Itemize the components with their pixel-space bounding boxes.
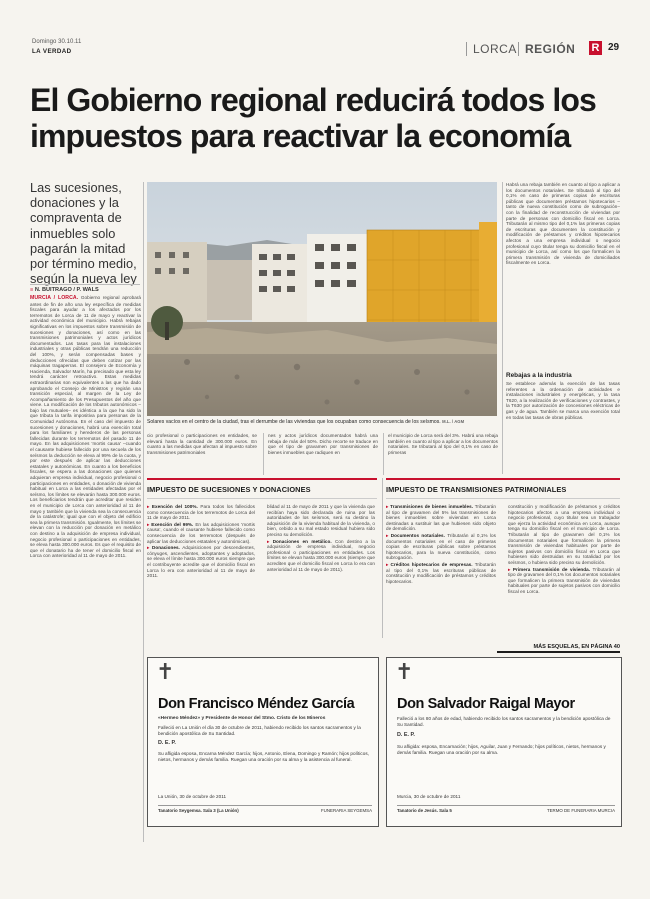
obituary-died: Falleció a los 80 años de edad, habiendo recibido los santos sacramentos y la bendición apostólica de Su Santidad.: [397, 716, 611, 727]
item-label: Donaciones.: [152, 545, 180, 551]
deck: Las sucesiones, donaciones y la compraventa de inmuebles solo pagarán la mitad por término medio, según la nueva ley: [30, 180, 137, 287]
column-divider: [383, 433, 384, 475]
item-label: Exención del 100%.: [151, 504, 198, 509]
item-label: Primera transmisión de vivienda.: [512, 566, 591, 572]
obituary-died: Falleció en La Unión el día 30 de octubre de 2011, habiendo recibido los santos sacramentos y la bendición apostólica de Su Santidad.: [158, 725, 361, 736]
obituary-card: [147, 657, 379, 827]
section-logo-letter: R: [591, 42, 600, 54]
box-transmisiones: [386, 478, 620, 640]
byline: ≡ N. BUITRAGO / P. WALS: [30, 284, 140, 293]
obituary-name: Don Francisco Méndez García: [158, 696, 355, 712]
section-region: REGIÓN: [518, 42, 575, 56]
photo-lorca-buildings: [147, 182, 497, 416]
item-text: Tributarán al tipo de gravamen del 0,1% los documentos notariales que formalicen la primera transmisión de viviendas habituales por parte de sujetos pasivos con domicilio fiscal en Lorca.: [508, 566, 620, 594]
box-transmisiones-item: ▸ Primera transmisión de vivienda. Tributarán al tipo de gravamen del 0,1% los documentos notariales que formalicen la primera transmisión de viviendas habituales por parte de sujetos pasivos con domicilio fiscal en Lorca.: [508, 566, 620, 594]
dateline: MURCIA / LORCA.: [30, 295, 79, 301]
article-photo: [147, 182, 497, 416]
article-column-1: [30, 295, 141, 840]
item-text: Con destino a la adquisición de empresa individual, negocio profesional o participaciones en entidades. Los límites se elevan hasta 300.000 euros (siempre que acrediten que el domicilio fiscal en Lorca lo era con anterioridad al 11 de mayo de 2011).: [267, 538, 375, 572]
item-label: Documentos notariales.: [390, 532, 445, 538]
section-logo: [589, 41, 602, 55]
article-column-2a: cio profesional o participaciones en entidades, se elevará hasta la cantidad de 300.000 euros. En cuanto a las medidas que afectan al impuesto sobre transmisiones patrimoniales: [147, 433, 257, 455]
box-sucesiones-title: IMPUESTO DE SUCESIONES Y DONACIONES: [147, 485, 377, 499]
cross-icon: ✝: [395, 660, 414, 685]
issue-date: Domingo 30.10.11: [32, 39, 82, 45]
box-transmisiones-item: ▸ Transmisiones de bienes inmuebles. Tributarán al tipo de gravamen del 5% las transmisiones de bienes inmuebles sobre viviendas en Lorca destinadas a sustituir las que hubiesen sido objeto de demolición.: [386, 504, 496, 532]
column-divider: [382, 478, 383, 638]
box-sucesiones-extra: blidad al 11 de mayo de 2011 y que la vivienda que recibían haya sido declarada de ruina por las autoridades de los seísmos, será su destino la adquisición de la vivienda habitual de la vivienda, o bien, cebido a su mal estado residual hubiera sido preciso su demolición.: [267, 504, 375, 537]
cross-icon: ✝: [156, 660, 175, 685]
box-sucesiones-col-a: [147, 504, 255, 639]
newspaper-name: LA VERDAD: [32, 48, 72, 55]
article-column-3-rebajas: Se establece además la exención de las tasas referentes a la ordenación de actividades e instalaciones industriales y energéticas, y la tasa T620, a la realización de verificaciones y contrastes, y la T630 por autorización de concesiones eléctricas de gas y de agua. También se marca una exención total en todas las tasas de obras públicas.: [506, 381, 620, 420]
obituary-funeral-home: Tanatorio de Jesús. Sala 5: [397, 808, 452, 813]
item-text: Tributarán al tipo de gravamen del 5% las transmisiones de bienes inmuebles sobre viviendas en Lorca destinadas a sustituir las que hubiesen sido objeto de demolición.: [386, 504, 496, 532]
more-obituaries-link[interactable]: [497, 644, 620, 653]
obituary-name: Don Salvador Raigal Mayor: [397, 696, 575, 712]
box-transmisiones-col-b: [508, 504, 620, 639]
box-sucesiones-item: ▸ Exención del 99%. En las adquisiciones 'mortis causa', cuando el causante hubiese fallecido como consecuencia de los terremotos (después de aplicar las deducciones estatales y autonómicas).: [147, 521, 255, 544]
obituary-funeral-home: Tanatorio Seygemsa. Sala 3 (La Unión): [158, 808, 239, 813]
article-column-2c: el municipio de Lorca será del 3%. Habrá una rebaja también en cuanto al tipo a aplicar a los documentos notariales. Se tributará al tipo del 0,1% en caso de primeras: [388, 433, 498, 455]
box-transmisiones-extra: constitución y modificación de préstamos y créditos hipotecarios afectos a una empresa individual o negocio profesional, cuyo titular sea un trabajador que ejerza la actividad económica en Lorca, aunque tenga su domicilio fiscal en el municipio de Lorca. Tributarán al tipo de gravamen del 0,1% los documentos notariales que formalicen la primera transmisión de viviendas habituales por parte de sujetos pasivos con domicilio fiscal en Lorca que hubiesen sido destruidas en su totalidad por los seísmos, o hubiera sido preciso su demolición.: [508, 504, 620, 565]
box-sucesiones: [147, 478, 377, 640]
column-divider: [263, 433, 264, 475]
obituary-footer: [397, 805, 615, 813]
column-divider: [143, 182, 144, 842]
obituary-family: Su afligida: esposa, Encarnación; hijos, Aguilar, Juan y Fernando; hijos políticos, nietos, hermanos y demás familia. Ruegan una oración por su alma.: [397, 744, 606, 755]
byline-authors: N. BUITRAGO / P. WALS: [34, 287, 99, 293]
box-transmisiones-item: ▸ Créditos hipotecarios de empresas. Tributarán al tipo del 0,1% las escrituras públicas de constitución y modificación de préstamos y créditos hipotecarios.: [386, 561, 496, 584]
item-label: Exención del 99%.: [151, 521, 194, 527]
box-sucesiones-col-b: [267, 504, 375, 639]
subhead-industry: Rebajas a la industria: [506, 372, 572, 379]
item-label: Créditos hipotecarios de empresas.: [390, 561, 473, 567]
item-text: Tributarán al tipo del 0,1% las escrituras públicas de constitución y modificación de préstamos y créditos hipotecarios.: [386, 561, 496, 584]
item-text: Tributarán al 0,1% los documentos notariales en el caso de primeras copias de escrituras públicas sobre préstamos hipotecarios, para la nueva constitución, como subrogación.: [386, 532, 496, 561]
photo-caption-text: Solares vacíos en el centro de la ciudad, tras el derrumbe de las viviendas que los ocupaban como consecuencia de los seísmos.: [147, 419, 441, 425]
obituary-card: [386, 657, 622, 827]
article-column-1-text: Gobierno regional aprobará antes de fin de año una ley específica de medidas fiscales para ayudar a los afectados por los terremotos de Lorca de 11 de mayo y reactivar la actividad económica del municipio. Habrá rebajas significativas en los impuestos sobre transmisión de sucesiones y donaciones, así como en las transmisiones patrimoniales y actos jurídicos documentados. Las tasas para las instalaciones industriales y otras públicas tendrán una reducción del 100%, y serán compensadas bases y deducciones ofrecidas que deben cotizar por las máquinas tragaperras. El consejero de Economía y Hacienda, Salvador Marín, ha precisado que esta ley tendrá carácter retroactivo. Estas medidas extraordinarias son equivalentes a las que ha dado aprobando el Consejo de Ministros y regirán una transición especial, al margen de la Ley de Acompañamiento de los Presupuestos del año que viene. La modificación de los tributos autonómicos –bajo las mutuales– es idéntica a la que ha sido la que tributa la tarifa impositiva para personas de la Comunidad Autónoma. En el caso del impuesto de sucesiones y donaciones, habrá una exención total para los familiares y herederos de las personas fallecidas durante los terremotos del pasado 11 de mayo. En las adquisiciones 'mortis causa' –cuando el causante hubiese fallecido por una secuela de los seísmos la deducción se eleva al 99% de la cuota, y por este después de aplicar las deducciones estatales y autonómicas. En cuanto a los beneficios fiscales, se espera a las donaciones que quienes adquieran empresa individual, negocio profesional o participaciones en entidades, o donación de vivienda habitual en Lorca a las entidades afectadas por el seísmo, los límites se elevarán hasta 300.000 euros. Los beneficiarios tendrán que acreditar que residen en el municipio de Lorca con anterioridad al 11 de mayo y también que la vivienda sea la consecuencia de la catástrofe; igual que con el objeto del edificio sea la primera transmisión. Igualmente, los límites se elevan con la reducción por donación en metálico con destino a la adquisición de empresa individual, negocio profesional o participaciones en entidades, se eleva hasta 300.000 euros. Es que el requisito de que el donatario ha de tener el domicilio fiscal en Lorca con anterioridad al 11 de mayo de 2011.: [30, 295, 141, 559]
obituary-rip: D. E. P.: [397, 732, 415, 738]
box-sucesiones-item: ▸ Exención del 100%. Para todos los fallecidos como consecuencia de los terremotos de Lorca del 11 de mayo de 2011.: [147, 504, 255, 521]
item-label: Donaciones en metálico.: [272, 538, 332, 544]
article-column-3: Habrá una rebaja también en cuanto al tipo a aplicar a los documentos notariales. Se tributará al tipo del 0,1% en caso de primeras copias de escrituras públicas que documenten préstamos hipotecarios –tanto de nueva constitución como de subrogación– con la finalidad de reconstrucción de viviendas por parte de personas con domicilio fiscal en Lorca. Tributarán al mismo tipo del 0,1% las primeras copias de escrituras que documenten la constitución y modificación de préstamos y créditos hipotecarios afectos a una empresa individual o negocio profesional cuyo titular tenga su domicilio fiscal en el municipio de Lorca, así como los que formalicen la primera transmisión de vivienda de domiciliados fiscalmente en Lorca.: [506, 182, 620, 266]
box-sucesiones-item: ▸ Donaciones en metálico. Con destino a la adquisición de empresa individual, negocio profesional o participaciones en entidades. Los límites se elevan hasta 300.000 euros (siempre que acrediten que el domicilio fiscal en Lorca lo era con anterioridad al 11 de mayo de 2011).: [267, 538, 375, 572]
item-text: Para todos los fallecidos como consecuencia de los terremotos de Lorca del 11 de mayo de 2011.: [147, 504, 255, 521]
box-transmisiones-title: IMPUESTO DE TRANSMISIONES PATRIMONIALES: [386, 485, 620, 499]
obituary-role: «Hermeo Méndez» y Presidente de Honor del Stmo. Cristo de los Mineros: [158, 716, 326, 721]
obituary-rip: D. E. P.: [158, 740, 176, 746]
item-label: Transmisiones de bienes inmuebles.: [390, 504, 474, 509]
box-transmisiones-item: ▸ Documentos notariales. Tributarán al 0,1% los documentos notariales en el caso de primeras copias de escrituras públicas sobre préstamos hipotecarios, para la nueva constitución, como subrogación.: [386, 532, 496, 561]
article-column-2b: nes y actos jurídicos documentados habrá una rebaja de más del 50%. Dicho recorte se traduce en que el tipo de gravamen por transmisiones de bienes inmuebles que radiquen en: [268, 433, 378, 455]
obituary-family: Su afligida esposa, Encarna Méndez García; hijos, Antonio, Elena, Domingo y Ramón; hijos políticos, nietos, hermanos y demás familia. Ruegan una oración por su alma y la asistencia al funeral.: [158, 751, 370, 762]
photo-credit: M.L. / AGM: [442, 419, 465, 424]
column-divider: [502, 182, 503, 474]
box-sucesiones-item: ▸ Donaciones. Adquisiciones por descendientes, cónyuges, ascendientes, adoptantes y adoptados, se eleva el límite hasta 300.000 euros siempre que el contribuyente acredite que el domicilio fiscal en Lorca lo era con anterioridad al 11 de mayo de 2011.: [147, 545, 255, 579]
box-transmisiones-col-a: [386, 504, 496, 639]
photo-caption: [147, 419, 497, 425]
item-text: Adquisiciones por descendientes, cónyuges, ascendientes, adoptantes y adoptados, se eleva el límite hasta 300.000 euros siempre que el contribuyente acredite que el domicilio fiscal en Lorca lo era con anterioridad al 11 de mayo de 2011.: [147, 545, 255, 579]
page-number: 29: [608, 42, 620, 53]
item-text: En las adquisiciones 'mortis causa', cuando el causante hubiese fallecido como consecuencia de los terremotos (después de aplicar las deducciones estatales y autonómicas).: [147, 521, 255, 544]
obituary-place-date: Murcia, 30 de octubre de 2011: [397, 794, 461, 799]
obituary-place-date: La Unión, 30 de octubre de 2011: [158, 794, 227, 799]
more-obituaries-label: MÁS ESQUELAS, EN PÁGINA 40: [533, 644, 620, 650]
obituary-company: TERMO DE FUNERARIA MURCIA: [546, 808, 615, 813]
section-city: LORCA: [466, 42, 517, 56]
headline: El Gobierno regional reducirá todos los impuestos para reactivar la economía: [30, 82, 596, 154]
obituary-footer: [158, 805, 372, 813]
page-header: [32, 40, 622, 62]
obituary-company: FUNERARIA SEYGEMSA: [321, 808, 372, 813]
